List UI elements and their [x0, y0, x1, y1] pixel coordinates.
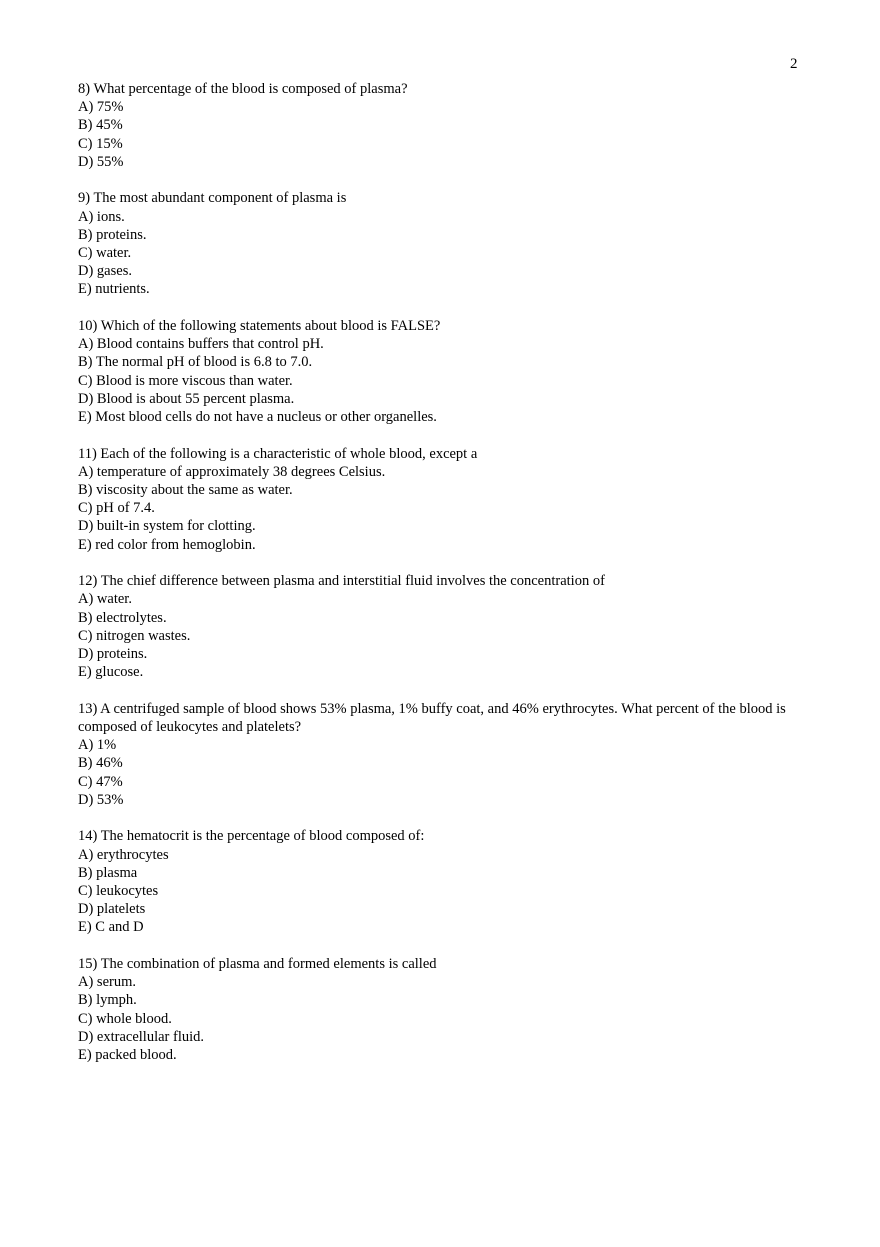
- option-d: D) gases.: [78, 263, 132, 280]
- option-c: C) 15%: [78, 135, 123, 152]
- option-d: D) proteins.: [78, 646, 148, 663]
- option-b: B) lymph.: [78, 992, 137, 1009]
- option-a: A) 75%: [78, 99, 124, 116]
- question-11: [78, 445, 808, 554]
- option-e: E) packed blood.: [78, 1047, 177, 1064]
- option-e: E) nutrients.: [78, 281, 150, 298]
- option-d: D) 55%: [78, 153, 124, 170]
- option-d: D) 53%: [78, 791, 124, 808]
- option-c: C) pH of 7.4.: [78, 500, 155, 517]
- option-d: D) built-in system for clotting.: [78, 518, 256, 535]
- option-c: C) water.: [78, 245, 132, 262]
- option-e: E) glucose.: [78, 664, 144, 681]
- option-a: A) water.: [78, 591, 132, 608]
- question-14: [78, 827, 808, 936]
- option-c: C) nitrogen wastes.: [78, 627, 191, 644]
- question-15: [78, 955, 808, 1064]
- question-13: [78, 700, 808, 809]
- question-text: 13) A centrifuged sample of blood shows 53% plasma, 1% buffy coat, and 46% erythrocytes. What percent of the blood is composed of leukocytes and platelets?: [78, 700, 786, 736]
- option-e: E) red color from hemoglobin.: [78, 536, 256, 553]
- question-text: 8) What percentage of the blood is composed of plasma?: [78, 81, 408, 97]
- option-c: C) leukocytes: [78, 883, 159, 900]
- option-list: [78, 736, 808, 809]
- option-list: [78, 335, 808, 426]
- option-list: [78, 463, 808, 554]
- option-b: B) plasma: [78, 864, 138, 881]
- option-b: B) electrolytes.: [78, 609, 167, 626]
- option-c: C) whole blood.: [78, 1010, 172, 1027]
- option-a: A) erythrocytes: [78, 846, 169, 863]
- option-b: B) 45%: [78, 117, 123, 134]
- question-text: 11) Each of the following is a characteristic of whole blood, except a: [78, 445, 478, 462]
- option-a: A) serum.: [78, 974, 136, 991]
- question-10: [78, 317, 808, 426]
- question-text: 12) The chief difference between plasma and interstitial fluid involves the concentration of: [78, 573, 605, 590]
- question-12: [78, 572, 808, 681]
- option-list: [78, 846, 808, 937]
- question-text: 15) The combination of plasma and formed elements is called: [78, 956, 437, 973]
- option-b: B) The normal pH of blood is 6.8 to 7.0.: [78, 354, 313, 371]
- option-b: B) proteins.: [78, 226, 147, 243]
- question-text: 14) The hematocrit is the percentage of blood composed of:: [78, 828, 425, 845]
- option-a: A) Blood contains buffers that control pH.: [78, 336, 324, 353]
- option-e: E) C and D: [78, 919, 144, 936]
- option-a: A) ions.: [78, 208, 125, 225]
- question-text: 9) The most abundant component of plasma is: [78, 190, 347, 207]
- question-list: [78, 80, 808, 1083]
- option-list: [78, 208, 808, 299]
- option-e: E) Most blood cells do not have a nucleus or other organelles.: [78, 409, 437, 426]
- option-b: B) viscosity about the same as water.: [78, 482, 293, 499]
- question-8: [78, 80, 808, 171]
- option-list: [78, 973, 808, 1064]
- question-text: 10) Which of the following statements about blood is FALSE?: [78, 318, 441, 335]
- option-d: D) Blood is about 55 percent plasma.: [78, 390, 295, 407]
- page-number: 2: [790, 56, 798, 72]
- option-b: B) 46%: [78, 755, 123, 772]
- option-d: D) platelets: [78, 901, 146, 918]
- option-a: A) temperature of approximately 38 degrees Celsius.: [78, 463, 386, 480]
- option-c: C) Blood is more viscous than water.: [78, 372, 293, 389]
- option-d: D) extracellular fluid.: [78, 1028, 205, 1045]
- option-c: C) 47%: [78, 773, 123, 790]
- option-list: [78, 590, 808, 681]
- option-a: A) 1%: [78, 737, 117, 754]
- option-list: [78, 98, 808, 171]
- question-9: [78, 189, 808, 298]
